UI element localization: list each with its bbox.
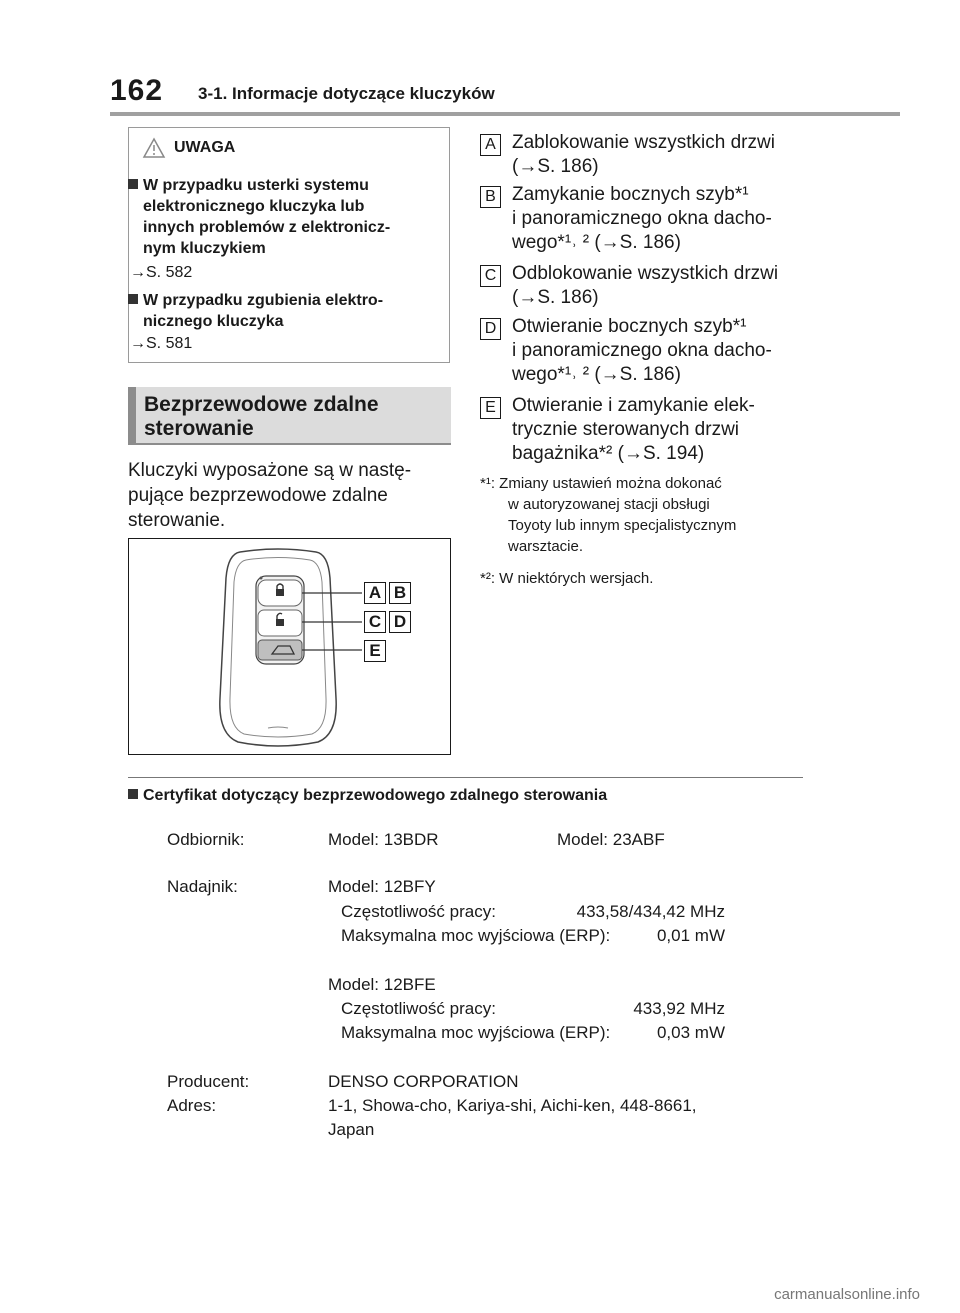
bullet-square-icon <box>128 179 138 189</box>
item-b-text: Zamykanie bocznych szyb*¹ i panoramicznego okna dacho- wego*¹˒ ² (→S. 186) <box>512 184 772 253</box>
item-e-text: Otwieranie i zamykanie elek- trycznie sterowanych drzwi bagażnika*² (→S. 194) <box>512 395 755 464</box>
item-a-text: Zablokowanie wszystkich drzwi (→S. 186) <box>512 132 775 177</box>
transmitter-2-power-label: Maksymalna moc wyjściowa (ERP): <box>341 1023 611 1042</box>
warning-ref-2: →S. 581 <box>130 335 193 352</box>
figure-label-c: C <box>364 611 386 633</box>
watermark: carmanualsonline.info <box>774 1286 920 1303</box>
footnote-1: *¹: Zmiany ustawień można dokonać w autoryzowanej stacji obsługi Toyoty lub innym specjalistycznym warsztacie. <box>480 475 737 555</box>
figure-label-a: A <box>364 582 386 604</box>
transmitter-2-freq-value: 433,92 MHz <box>633 999 725 1018</box>
cert-title: Certyfikat dotyczący bezprzewodowego zdalnego sterowania <box>128 787 607 805</box>
figure-label-d: D <box>389 611 411 633</box>
item-badge-e: E <box>480 397 501 419</box>
producer-value: DENSO CORPORATION <box>328 1072 519 1091</box>
bullet-square-icon <box>128 294 138 304</box>
header-rule <box>110 112 900 116</box>
section-title: 3-1. Informacje dotyczące kluczyków <box>198 84 495 103</box>
transmitter-1-power-value: 0,01 mW <box>656 926 725 945</box>
warning-title: UWAGA <box>174 139 236 156</box>
transmitter-1-power-label: Maksymalna moc wyjściowa (ERP): <box>341 926 611 945</box>
transmitter-label: Nadajnik: <box>167 877 238 896</box>
producer-label: Producent: <box>167 1072 250 1091</box>
figure-label-e: E <box>364 640 386 662</box>
footnote-2: *²: W niektórych wersjach. <box>480 570 654 587</box>
page-number: 162 <box>110 74 164 107</box>
warning-ref-1: →S. 582 <box>130 264 193 281</box>
address-label: Adres: <box>167 1096 217 1115</box>
warning-heading-1-line-4: nym kluczykiem <box>143 240 266 257</box>
item-badge-a: A <box>480 134 501 156</box>
warning-heading-2-line-2: nicznego kluczyka <box>143 313 284 330</box>
intro-paragraph: Kluczyki wyposażone są w nastę- pujące bezprzewodowe zdalne sterowanie. <box>128 460 412 531</box>
item-badge-d: D <box>480 318 501 340</box>
item-c-text: Odblokowanie wszystkich drzwi (→S. 186) <box>512 263 779 308</box>
receiver-model-2: Model: 23ABF <box>557 830 665 849</box>
receiver-label: Odbiornik: <box>167 830 245 849</box>
transmitter-1-model: Model: 12BFY <box>328 877 436 896</box>
figure-label-b: B <box>389 582 411 604</box>
cert-rule <box>128 777 803 778</box>
item-badge-c: C <box>480 265 501 287</box>
bullet-square-icon <box>128 789 138 799</box>
item-badge-b: B <box>480 186 501 208</box>
transmitter-2-freq-label: Częstotliwość pracy: <box>341 999 496 1018</box>
warning-heading-2-line-1: W przypadku zgubienia elektro- <box>128 290 383 311</box>
warning-triangle-icon <box>142 137 166 159</box>
transmitter-2-power-value: 0,03 mW <box>656 1023 725 1042</box>
receiver-model-1: Model: 13BDR <box>328 830 439 849</box>
address-line-1: 1-1, Showa-cho, Kariya-shi, Aichi-ken, 448-8661, <box>328 1096 697 1115</box>
warning-heading-1-line-1: W przypadku usterki systemu <box>128 175 369 196</box>
address-line-2: Japan <box>328 1120 375 1139</box>
transmitter-1-freq-value: 433,58/434,42 MHz <box>576 902 725 921</box>
warning-heading-1-line-3: innych problemów z elektronicz- <box>143 219 391 236</box>
key-fob-illustration <box>128 538 451 755</box>
warning-heading-1-line-2: elektronicznego kluczyka lub <box>143 198 365 215</box>
section-banner-title: Bezprzewodowe zdalne sterowanie <box>144 393 379 440</box>
banner-rule <box>128 443 451 445</box>
transmitter-1-freq-label: Częstotliwość pracy: <box>341 902 496 921</box>
transmitter-2-model: Model: 12BFE <box>328 975 436 994</box>
item-d-text: Otwieranie bocznych szyb*¹ i panoramicznego okna dacho- wego*¹˒ ² (→S. 186) <box>512 316 772 385</box>
